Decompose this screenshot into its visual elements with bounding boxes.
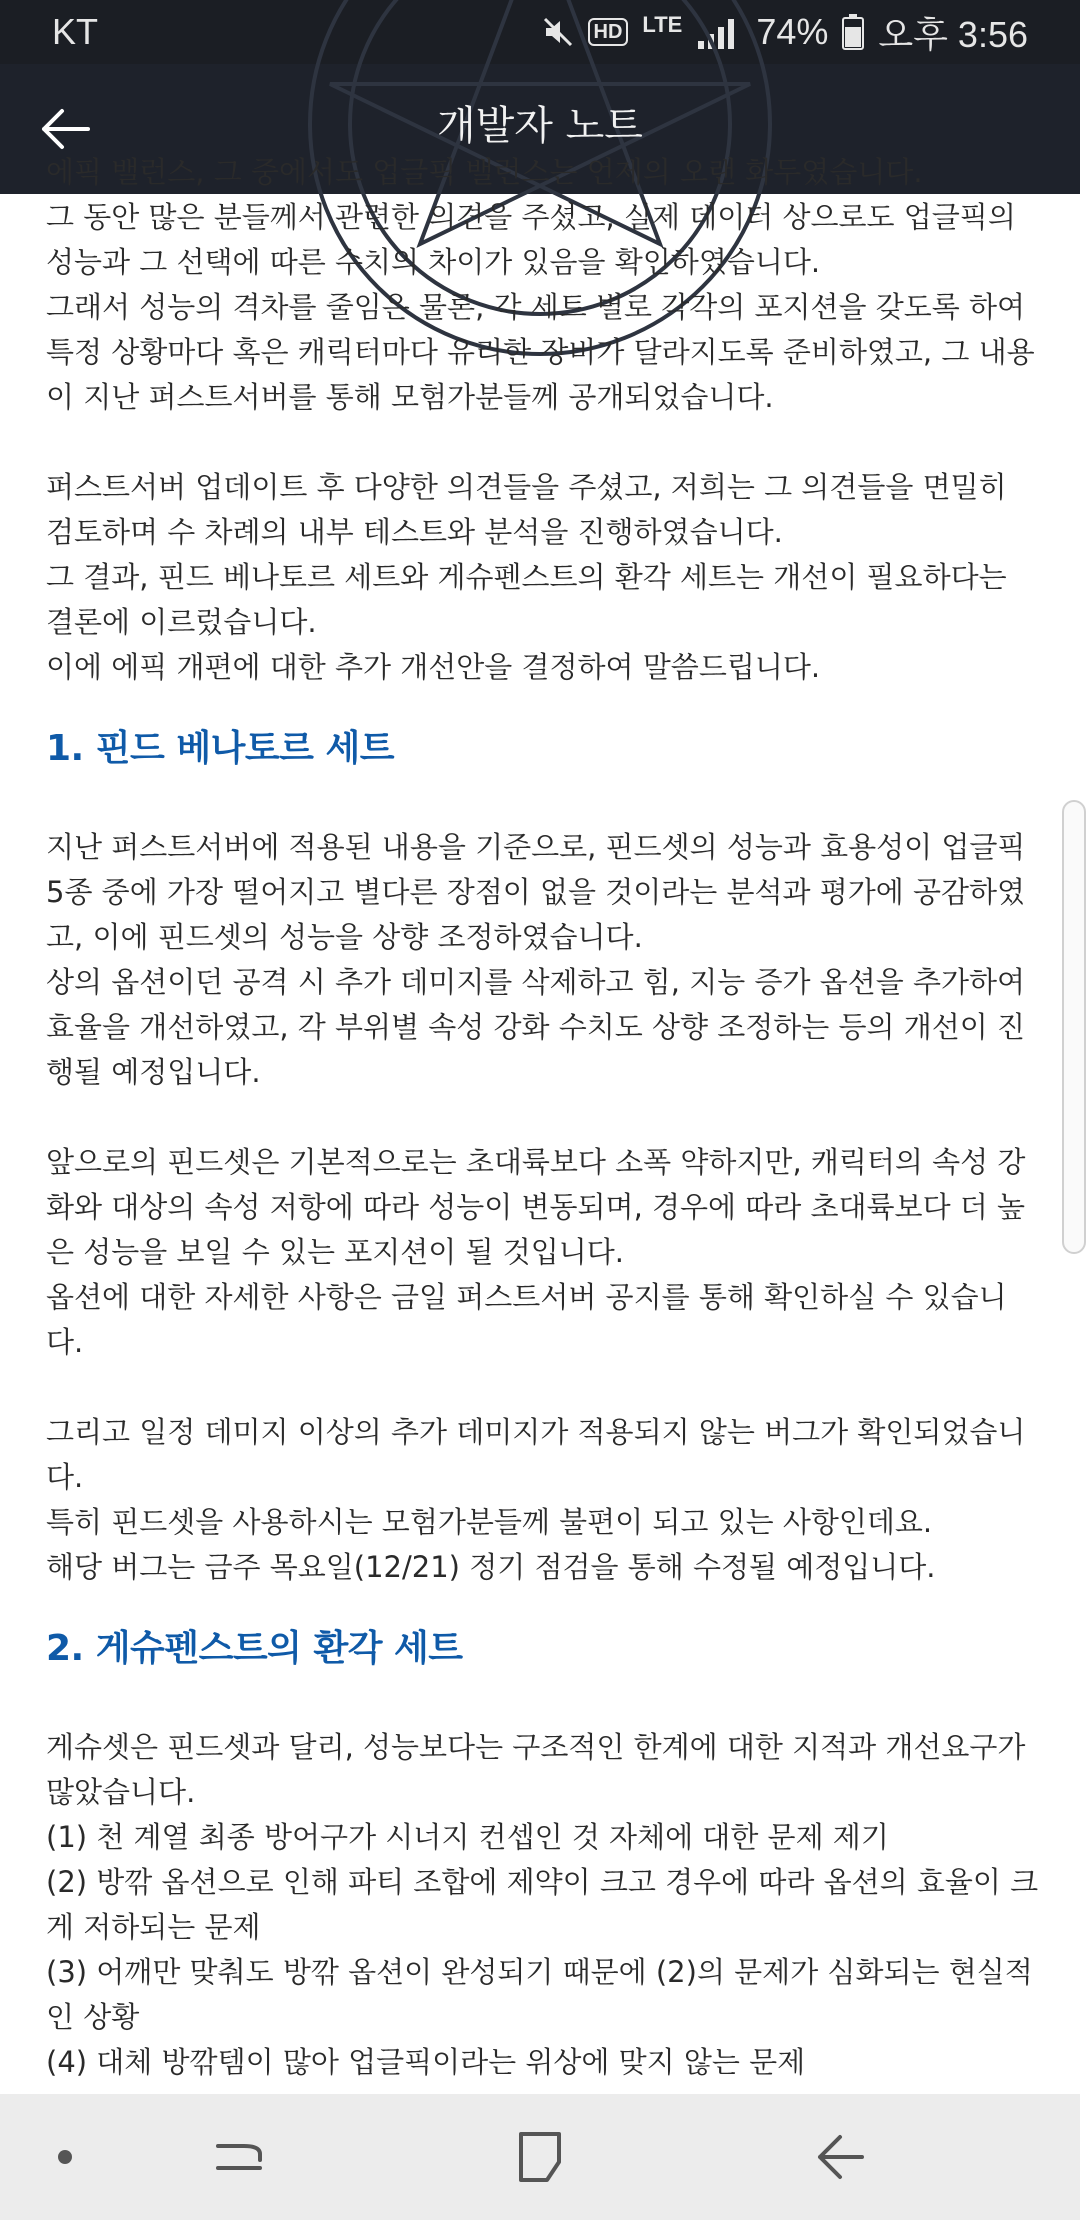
lte-icon: LTE (642, 12, 683, 37)
list-item: (4) 대체 방깎템이 많아 업글픽이라는 위상에 맞지 않는 문제 (46, 2045, 806, 2079)
scroll-handle[interactable] (1062, 800, 1086, 1254)
page-title: 개발자 노트 (437, 103, 643, 149)
mute-icon (542, 16, 574, 48)
battery-icon (842, 14, 864, 50)
hd-icon: HD (588, 18, 629, 46)
clock: 오후 3:56 (878, 13, 1028, 55)
article-paragraph: 게슈셋은 핀드셋과 달리, 성능보다는 구조적인 한계에 대한 지적과 개선요구가 많았습니다. (46, 1730, 1026, 1809)
status-bar (0, 0, 1080, 64)
article-paragraph: 그 동안 많은 분들께서 관련한 의견을 주셨고, 실제 데이터 상으로도 업글픽의 성능과 그 선택에 따른 수치의 차이가 있음을 확인하였습니다. (46, 200, 1016, 279)
article-paragraph: 퍼스트서버 업데이트 후 다양한 의견들을 주셨고, 저희는 그 의견들을 면밀히 검토하며 수 차례의 내부 테스트와 분석을 진행하였습니다. (46, 470, 1007, 549)
signal-icon (696, 15, 742, 49)
list-item: (3) 어깨만 맞춰도 방깎 옵션이 완성되기 때문에 (2)의 문제가 심화되는 현실적인 상황 (46, 1955, 1033, 2034)
article-paragraph: 그래서 성능의 격차를 줄임은 물론, 각 세트 별로 각각의 포지션을 갖도록 하여 특정 상황마다 혹은 캐릭터마다 유리한 장비가 달라지도록 준비하였고, 그 내용이 지난 퍼스트서버를 통해 모험가분들께 공개되었습니다. (46, 290, 1035, 414)
back-nav-icon[interactable] (806, 2122, 876, 2192)
dot-indicator-icon (30, 2122, 100, 2192)
list-item: (1) 천 계열 최종 방어구가 시너지 컨셉인 것 자체에 대한 문제 제기 (46, 1820, 889, 1854)
article-body (46, 150, 1041, 2085)
recent-apps-icon[interactable] (204, 2122, 274, 2192)
list-item: (2) 방깎 옵션으로 인해 파티 조합에 제약이 크고 경우에 따라 옵션의 효율이 크게 저하되는 문제 (46, 1865, 1039, 1944)
article-paragraph: 특히 핀드셋을 사용하시는 모험가분들께 불편이 되고 있는 사항인데요. (46, 1505, 933, 1539)
article-paragraph: 그리고 일정 데미지 이상의 추가 데미지가 적용되지 않는 버그가 확인되었습니다. (46, 1415, 1026, 1494)
article-content[interactable] (0, 155, 1080, 2094)
section-heading-fiend-venator: 1. 핀드 베나토르 세트 (46, 728, 395, 769)
article-paragraph: 지난 퍼스트서버에 적용된 내용을 기준으로, 핀드셋의 성능과 효용성이 업글픽 5종 중에 가장 떨어지고 별다른 장점이 없을 것이라는 분석과 평가에 공감하였고, 이에 핀드셋의 성능을 상향 조정하였습니다. (46, 830, 1026, 954)
battery-percent: 74% (756, 11, 829, 52)
article-paragraph: 해당 버그는 금주 목요일(12/21) 정기 점검을 통해 수정될 예정입니다. (46, 1550, 936, 1584)
home-icon[interactable] (505, 2122, 575, 2192)
article-paragraph: 이에 에픽 개편에 대한 추가 개선안을 결정하여 말씀드립니다. (46, 650, 821, 684)
article-paragraph: 상의 옵션이던 공격 시 추가 데미지를 삭제하고 힘, 지능 증가 옵션을 추가하여 효율을 개선하였고, 각 부위별 속성 강화 수치도 상향 조정하는 등의 개선이 진행될 예정입니다. (46, 965, 1026, 1089)
system-nav-bar (0, 2094, 1080, 2220)
article-paragraph: 앞으로의 핀드셋은 기본적으로는 초대륙보다 소폭 약하지만, 캐릭터의 속성 강화와 대상의 속성 저항에 따라 성능이 변동되며, 경우에 따라 초대륙보다 더 높은 성능을 보일 수 있는 포지션이 될 것입니다. (46, 1145, 1026, 1269)
article-paragraph: 그 결과, 핀드 베나토르 세트와 게슈펜스트의 환각 세트는 개선이 필요하다는 결론에 이르렀습니다. (46, 560, 1007, 639)
article-paragraph: 옵션에 대한 자세한 사항은 금일 퍼스트서버 공지를 통해 확인하실 수 있습니다. (46, 1280, 1007, 1359)
carrier-label: KT (52, 11, 99, 52)
section-heading-gespenst: 2. 게슈펜스트의 환각 세트 (46, 1628, 463, 1669)
article-paragraph: 에픽 밸런스, 그 중에서도 업글픽 밸런스는 언제의 오랜 화두였습니다. (46, 155, 923, 189)
status-icons (542, 8, 1029, 56)
